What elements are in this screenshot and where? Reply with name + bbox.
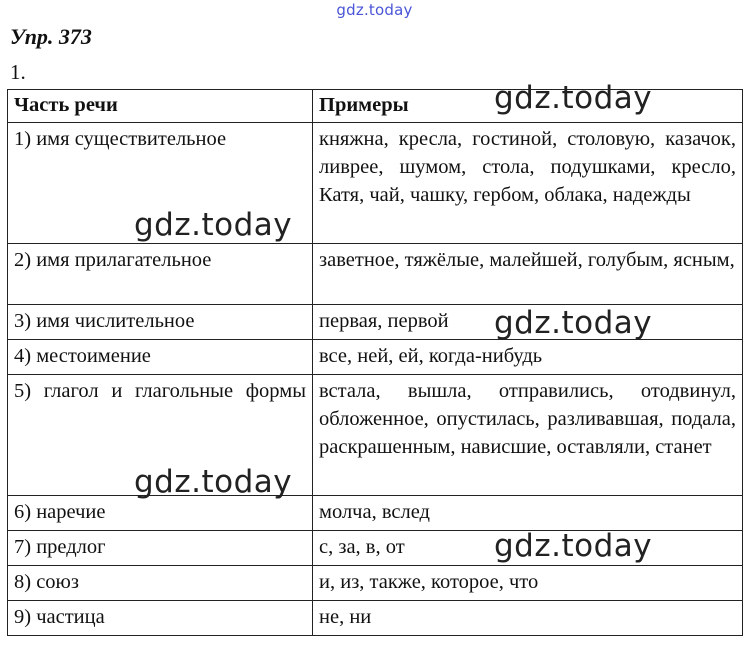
table-row	[8, 340, 743, 375]
site-label: gdz.today	[336, 1, 413, 19]
table-row	[8, 496, 743, 531]
table-row	[8, 244, 743, 305]
part-of-speech-cell: 5) глагол и глагольные формы	[8, 375, 313, 496]
examples-cell: молча, вслед	[313, 496, 743, 531]
examples-cell: встала, вышла, отправились, отодвинул, обложенное, опустилась, разливавшая, подала, раскрашенным, нависшие, оставляли, станет	[313, 375, 743, 496]
header-examples: Примеры	[313, 90, 743, 123]
table-row	[8, 123, 743, 244]
part-of-speech-cell: 6) наречие	[8, 496, 313, 531]
watermark: gdz.today	[494, 305, 653, 341]
exercise-number: 1.	[10, 60, 26, 84]
part-of-speech-cell: 9) частица	[8, 601, 313, 636]
examples-cell: с, за, в, от	[313, 531, 743, 566]
examples-cell: княжна, кресла, гостиной, столовую, казачок, ливрее, шумом, стола, подушками, кресло, Катя, чай, чашку, гербом, облака, надежды	[313, 123, 743, 244]
watermark: gdz.today	[134, 464, 293, 500]
part-of-speech-cell: 4) местоимение	[8, 340, 313, 375]
examples-cell: все, ней, ей, когда-нибудь	[313, 340, 743, 375]
watermark: gdz.today	[494, 528, 653, 564]
examples-cell: заветное, тяжёлые, малейшей, голубым, ясным,	[313, 244, 743, 305]
part-of-speech-cell: 2) имя прилагательное	[8, 244, 313, 305]
watermark: gdz.today	[494, 80, 653, 116]
exercise-title: Упр. 373	[10, 24, 92, 49]
part-of-speech-cell: 1) имя существительное	[8, 123, 313, 244]
table-row	[8, 566, 743, 601]
header-part-of-speech: Часть речи	[8, 90, 313, 123]
part-of-speech-cell: 7) предлог	[8, 531, 313, 566]
part-of-speech-cell: 8) союз	[8, 566, 313, 601]
part-of-speech-cell: 3) имя числительное	[8, 305, 313, 340]
examples-cell: не, ни	[313, 601, 743, 636]
examples-cell: первая, первой	[313, 305, 743, 340]
table-row	[8, 375, 743, 496]
watermark: gdz.today	[134, 207, 293, 243]
table-row	[8, 601, 743, 636]
examples-cell: и, из, также, которое, что	[313, 566, 743, 601]
